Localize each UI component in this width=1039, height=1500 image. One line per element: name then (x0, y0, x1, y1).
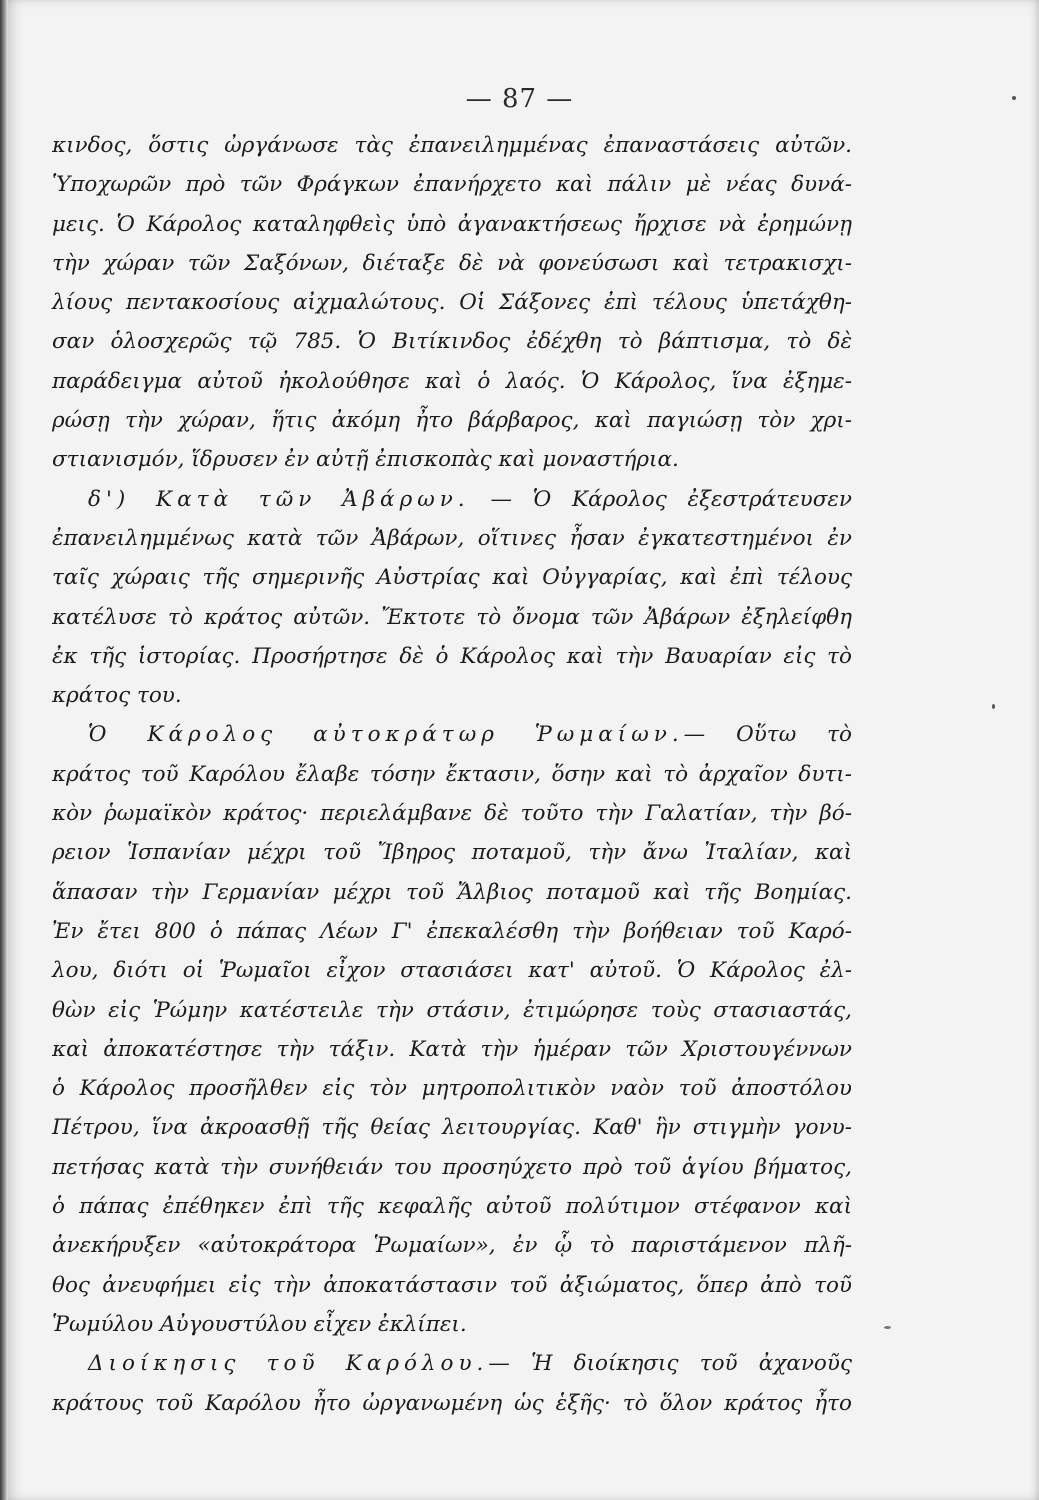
text-line (52, 1108, 852, 1147)
text-line (52, 873, 852, 912)
page-body-text (52, 126, 852, 1423)
line-text: κινδος, ὅστις ὠργάνωσε τὰς ἐπανειλημμένας ἐπαναστάσεις αὐτῶν. (52, 133, 852, 158)
line-text: κράτος τοῦ Καρόλου ἔλαβε τόσην ἔκτασιν, ὅσην καὶ τὸ ἀρχαῖον δυτι- (52, 761, 852, 787)
text-line (52, 1226, 852, 1265)
line-text: κράτος του. (52, 683, 182, 709)
text-line (52, 794, 852, 833)
text-line (52, 401, 852, 440)
line-text: ἐκ τῆς ἱστορίας. Προσήρτησε δὲ ὁ Κάρολος καὶ τὴν Βαυαρίαν εἰς τὸ (52, 643, 852, 669)
text-line (52, 598, 852, 637)
text-line (52, 283, 852, 322)
line-text: κὸν ῥωμαϊκὸν κράτος· περιελάμβανε δὲ τοῦτο τὴν Γαλατίαν, τὴν βό- (52, 801, 852, 827)
section-heading: Διοίκησις τοῦ Καρόλου. (88, 1351, 489, 1377)
text-line (52, 165, 852, 204)
text-line (52, 362, 852, 401)
line-text: ἀνεκήρυξεν «αὐτοκράτορα Ῥωμαίων», ἐν ᾧ τὸ παριστάμενον πλῆ- (52, 1233, 852, 1259)
text-line (52, 637, 852, 676)
text-line (52, 1030, 852, 1069)
line-text: Ῥωμύλου Αὐγουστύλου εἶχεν ἐκλίπει. (52, 1311, 467, 1337)
text-line (52, 833, 852, 872)
line-text: λίους πεντακοσίους αἰχμαλώτους. Οἱ Σάξονες ἐπὶ τέλους ὑπετάχθη- (52, 290, 852, 316)
text-line (52, 1069, 852, 1108)
line-text: κατέλυσε τὸ κράτος αὐτῶν. Ἔκτοτε τὸ ὄνομα τῶν Ἀβάρων ἐξηλείφθη (52, 604, 852, 630)
line-text: στιανισμόν, ἵδρυσεν ἐν αὐτῇ ἐπισκοπὰς καὶ μοναστήρια. (52, 447, 679, 473)
line-text: παράδειγμα αὐτοῦ ἠκολούθησε καὶ ὁ λαός. Ὁ Κάρολος, ἵνα ἐξημε- (52, 368, 852, 394)
text-line (52, 244, 852, 283)
line-text: ὁ Κάρολος προσῆλθεν εἰς τὸν μητροπολιτικὸν ναὸν τοῦ ἀποστόλου (52, 1076, 852, 1102)
text-line (52, 676, 852, 715)
line-text: ἐπανειλημμένως κατὰ τῶν Ἀβάρων, οἵτινες ἦσαν ἐγκατεστημένοι ἐν (52, 525, 852, 551)
line-text: ταῖς χώραις τῆς σημερινῆς Αὐστρίας καὶ Οὐγγαρίας, καὶ ἐπὶ τέλους (52, 565, 852, 591)
section-heading-line (52, 480, 852, 519)
line-text: ρειον Ἱσπανίαν μέχρι τοῦ Ἴβηρος ποταμοῦ, τὴν ἄνω Ἰταλίαν, καὶ (52, 840, 852, 866)
line-text: ρώσῃ τὴν χώραν, ἥτις ἀκόμη ἦτο βάρβαρος, καὶ παγιώσῃ τὸν χρι- (52, 408, 852, 434)
page-edge-shadow (0, 0, 8, 1500)
line-text: Πέτρου, ἵνα ἀκροασθῇ τῆς θείας λειτουργίας. Καθ' ἣν στιγμὴν γονυ- (52, 1115, 852, 1141)
section-heading: δ') Κατὰ τῶν Ἀβάρων. (88, 486, 470, 512)
text-line (52, 1187, 852, 1226)
line-text: ἅπασαν τὴν Γερμανίαν μέχρι τοῦ Ἄλβιος ποταμοῦ καὶ τῆς Βοημίας. (52, 879, 852, 905)
print-speck (1012, 96, 1016, 100)
line-text: πετήσας κατὰ τὴν συνήθειάν του προσηύχετο πρὸ τοῦ ἁγίου βήματος, (52, 1154, 852, 1180)
line-text: θος ἀνευφήμει εἰς τὴν ἀποκατάστασιν τοῦ ἀξιώματος, ὅπερ ἀπὸ τοῦ (52, 1272, 852, 1298)
section-heading: Ὁ Κάρολος αὐτοκράτωρ Ῥωμαίων. (88, 722, 684, 748)
text-line (52, 322, 852, 361)
text-line (52, 1384, 852, 1423)
line-text: μεις. Ὁ Κάρολος καταληφθεὶς ὑπὸ ἀγανακτήσεως ἤρχισε νὰ ἐρημώνῃ (52, 211, 852, 237)
text-line (52, 126, 852, 165)
line-text: — Ὁ Κάρολος ἐξεστράτευσεν (469, 486, 852, 512)
text-line (52, 1266, 852, 1305)
line-text: — Οὕτω τὸ (683, 722, 852, 748)
line-text: τὴν χώραν τῶν Σαξόνων, διέταξε δὲ νὰ φονεύσωσι καὶ τετρακισχι- (52, 250, 852, 276)
page-number: — 87 — (465, 84, 574, 114)
text-line (52, 558, 852, 597)
text-line (52, 205, 852, 244)
line-text: σαν ὁλοσχερῶς τῷ 785. Ὁ Βιτίκινδος ἐδέχθη τὸ βάπτισμα, τὸ δὲ (52, 329, 852, 355)
text-line (52, 755, 852, 794)
text-line (52, 519, 852, 558)
line-text: Ὑποχωρῶν πρὸ τῶν Φράγκων ἐπανήρχετο καὶ πάλιν μὲ νέας δυνά- (52, 172, 852, 198)
text-line (52, 951, 852, 990)
text-line (52, 1305, 852, 1344)
line-text: λου, διότι οἱ Ῥωμαῖοι εἶχον στασιάσει κατ' αὐτοῦ. Ὁ Κάρολος ἐλ- (52, 958, 852, 984)
line-text: καὶ ἀποκατέστησε τὴν τάξιν. Κατὰ τὴν ἡμέραν τῶν Χριστουγέννων (52, 1036, 852, 1062)
line-text: θὼν εἰς Ῥώμην κατέστειλε τὴν στάσιν, ἐτιμώρησε τοὺς στασιαστάς, (52, 997, 852, 1023)
text-line (52, 912, 852, 951)
line-text: κράτους τοῦ Καρόλου ἦτο ὠργανωμένη ὡς ἑξῆς· τὸ ὅλον κράτος ἦτο (52, 1390, 852, 1416)
line-text: Ἐν ἔτει 800 ὁ πάπας Λέων Γ' ἐπεκαλέσθη τὴν βοήθειαν τοῦ Καρό- (52, 918, 852, 944)
line-text: ὁ πάπας ἐπέθηκεν ἐπὶ τῆς κεφαλῆς αὐτοῦ πολύτιμον στέφανον καὶ (52, 1194, 852, 1220)
text-line (52, 1148, 852, 1187)
section-heading-line (52, 715, 852, 754)
print-speck (992, 704, 995, 709)
line-text: — Ἡ διοίκησις τοῦ ἀχανοῦς (488, 1351, 852, 1377)
text-line (52, 991, 852, 1030)
section-heading-line (52, 1344, 852, 1383)
print-speck (884, 1326, 891, 1329)
text-line (52, 440, 852, 479)
